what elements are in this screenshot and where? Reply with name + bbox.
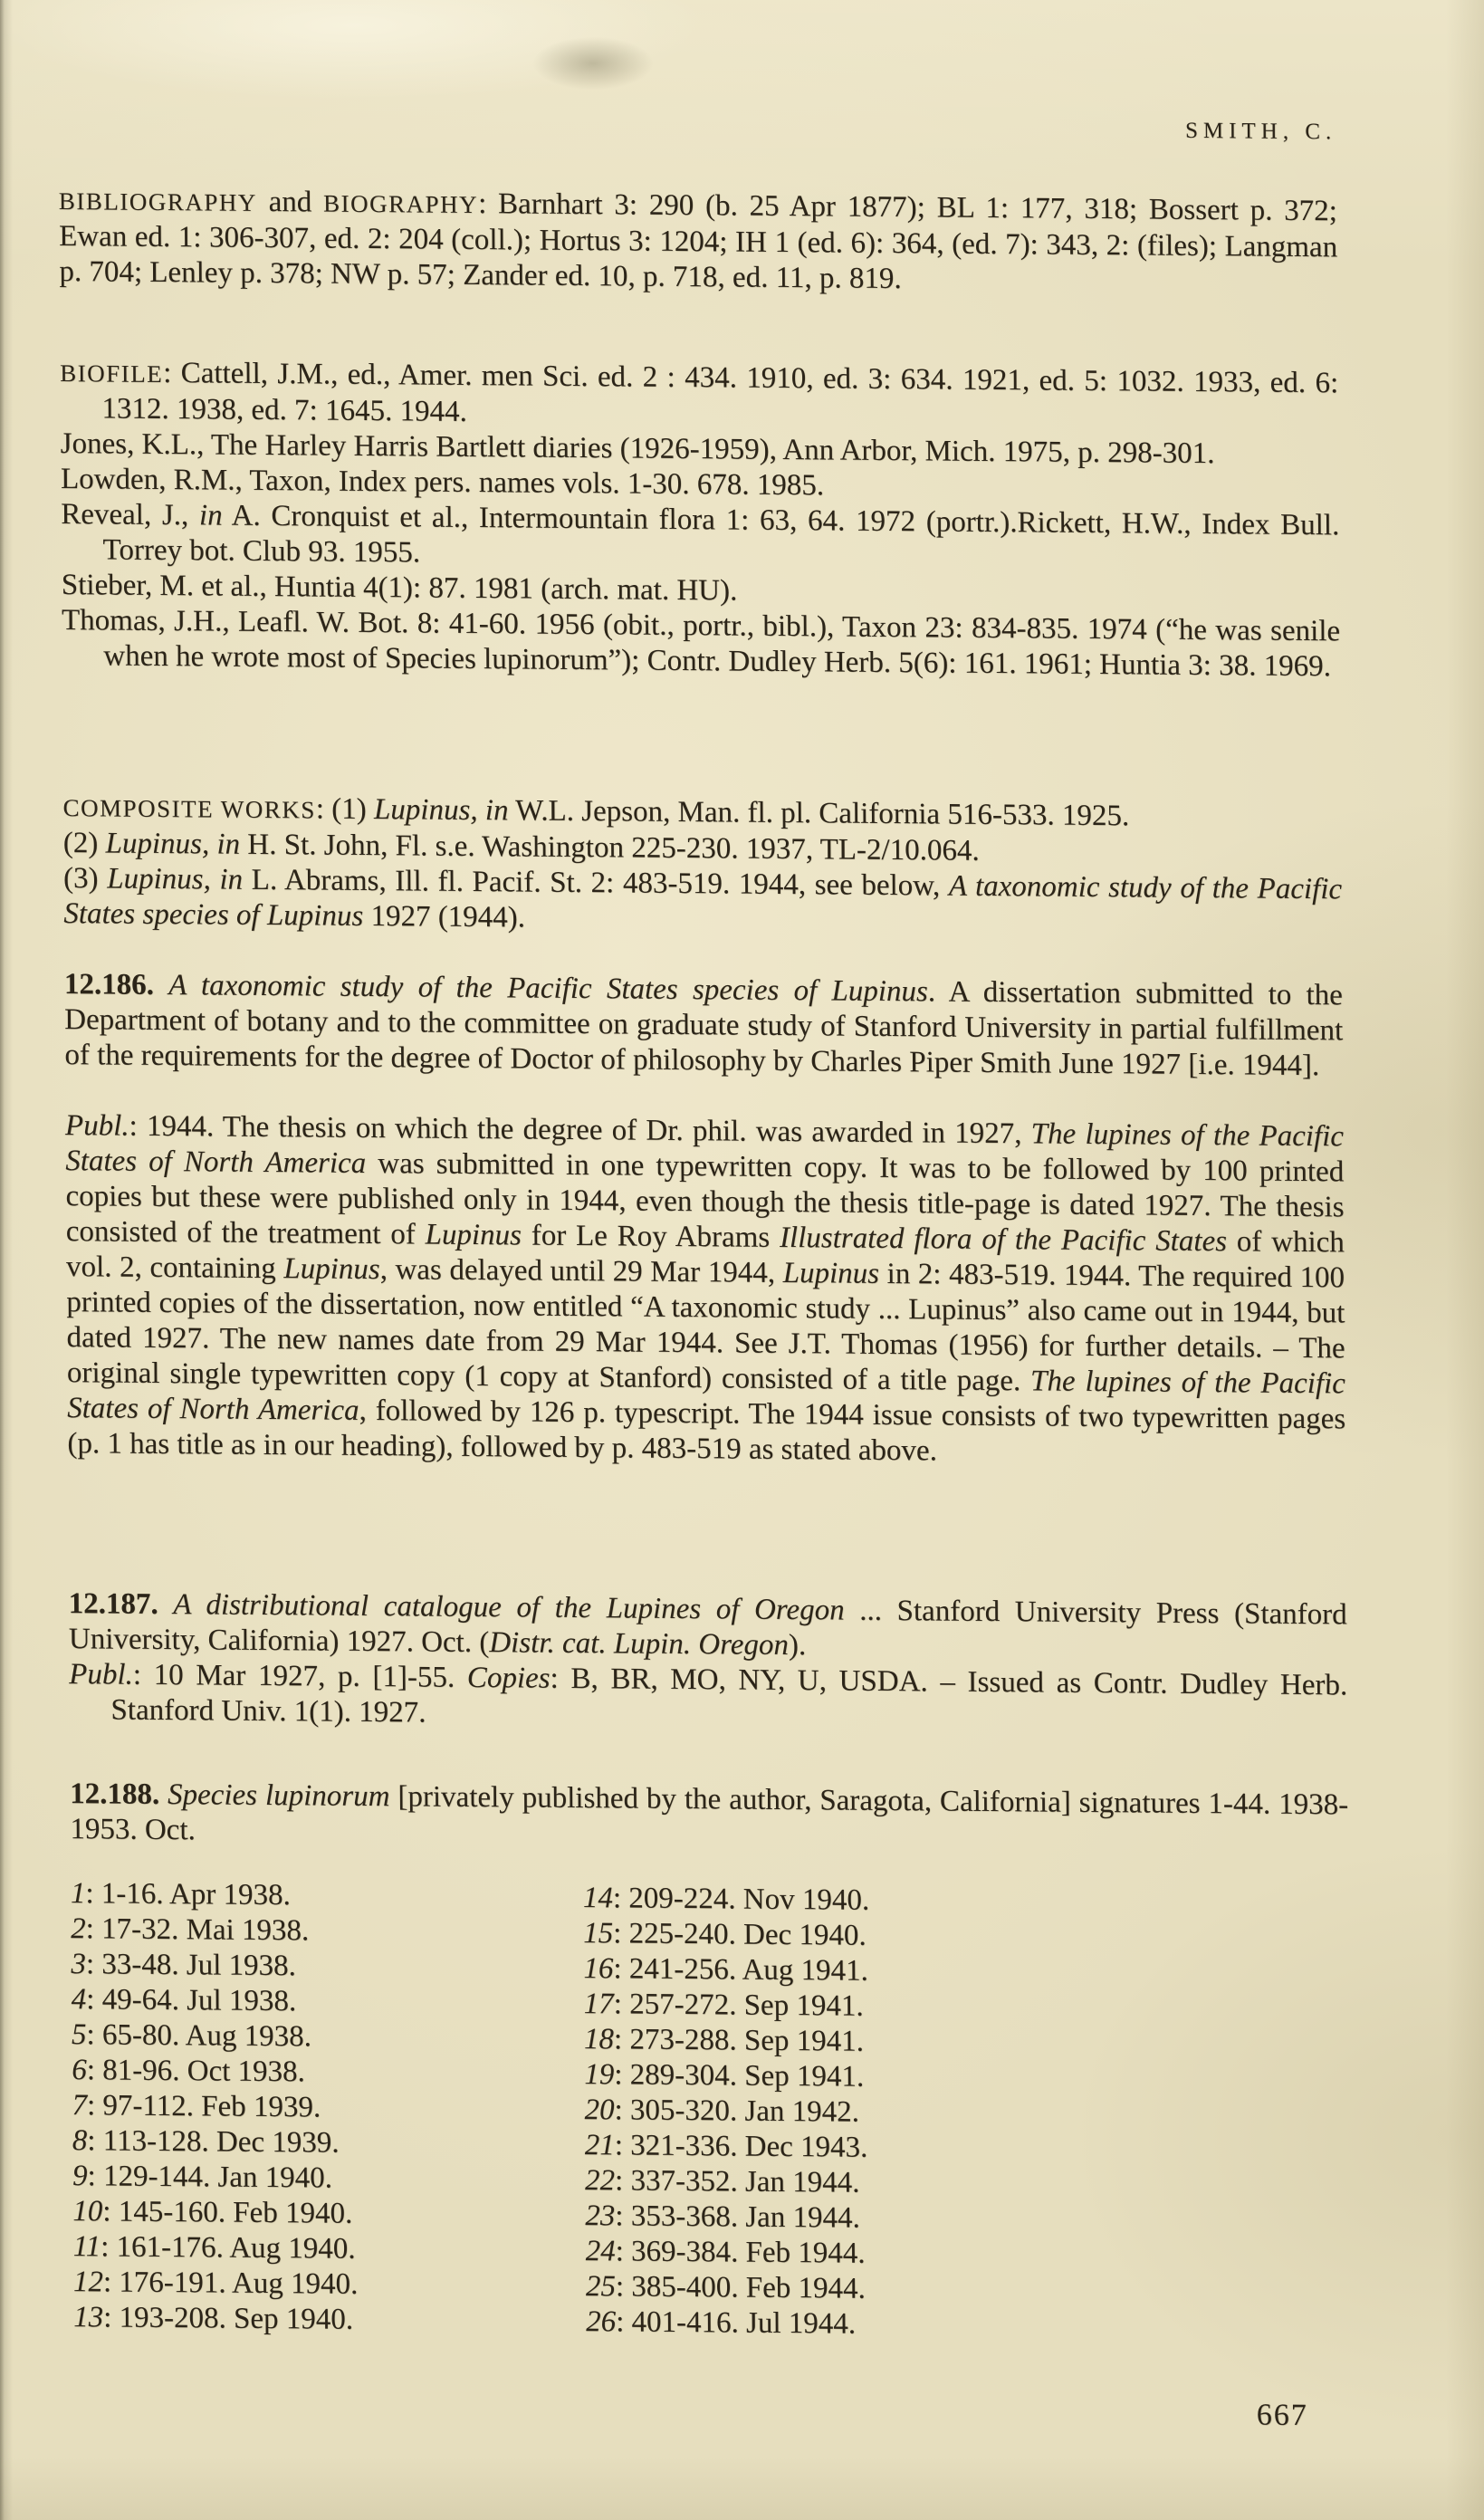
biofile-section [60, 355, 1340, 685]
entry-12-186-heading [64, 967, 1344, 1084]
text-run: Jones, K.L., The Harley Harris Bartlett diaries (1926-1959), Ann Arbor, Mich. 1975, p. 298-301. [60, 427, 1215, 471]
small-caps-label: BIOGRAPHY [322, 189, 479, 219]
signature-row [72, 2229, 579, 2269]
bibliography-paragraph [59, 183, 1338, 301]
italic-text: A distributional catalogue of the Lupines of Oregon [173, 1588, 845, 1627]
signature-number: 18 [583, 2023, 615, 2056]
signature-pages-date: : 385-400. Feb 1944. [615, 2270, 866, 2305]
text-run: in 2: 483-519. 1944. The required 100 printed copies of the dissertation, now entitled “A taxonomic study ... Lupinus” also came out in 1944, but dated 1927. The new names date from 29 Mar 1944. See J.T. Thomas (1956) for further details. – The original single typewritten copy (1 copy at Stanford) consisted of a title page. [66, 1257, 1345, 1398]
text-run [154, 969, 169, 1001]
signature-row [72, 2017, 579, 2057]
text-run: H. St. John, Fl. s.e. Washington 225-230. 1937, TL-2/10.064. [239, 828, 980, 867]
signature-pages-date: : 97-112. Feb 1939. [86, 2089, 321, 2124]
signature-row [584, 2093, 1091, 2132]
italic-text: Lupinus, in [107, 862, 244, 896]
text-run: : Cattell, J.M., ed., Amer. men Sci. ed. 2 : 434. 1910, ed. 3: 634. 1921, ed. 5: 1032. 1933, ed. 6: 1312. 1938, ed. 7: 1645. 1944. [101, 357, 1339, 428]
signature-row [585, 2234, 1092, 2274]
signature-row [583, 1881, 1090, 1921]
small-caps-label: COMPOSITE WORKS [62, 794, 316, 824]
signature-pages-date: : 33-48. Jul 1938. [85, 1948, 296, 1983]
text-run: Thomas, J.H., Leafl. W. Bot. 8: 41-60. 1956 (obit., portr., bibl.), Taxon 23: 834-835. 1974 (“he was senile when he wrote most of Species lupinorum”); Contr. Dudley Herb. 5(6): 161. 1961; Huntia 3: 38. 1969. [61, 604, 1341, 684]
signature-number: 1 [70, 1877, 86, 1911]
text-run: Stieber, M. et al., Huntia 4(1): 87. 1981 (arch. mat. HU). [61, 569, 738, 608]
text-run [159, 1778, 168, 1811]
text-run: : 1944. The thesis on which the degree of Dr. phil. was awarded in 1927, [129, 1109, 1031, 1151]
entry-12-186-publication-note [65, 1108, 1346, 1472]
text-run: : 10 Mar 1927, p. [1]-55. [132, 1658, 467, 1694]
italic-text: Lupinus, in [105, 827, 241, 861]
signature-number: 2 [71, 1912, 86, 1946]
entry-12-187-heading [69, 1586, 1348, 1668]
signature-number: 17 [583, 1988, 614, 2021]
text-run: A. Cronquist et al., Intermountain flora 1: 63, 64. 1972 (portr.).Rickett, H.W., Index Bull. Torrey bot. Club 93. 1955. [102, 499, 1340, 570]
signature-row [71, 1876, 578, 1916]
signature-row [71, 1912, 578, 1951]
italic-text: A taxonomic study of the Pacific States species of Lupinus [168, 969, 928, 1009]
entry-12-188-heading [70, 1777, 1349, 1858]
signature-pages-date: : 49-64. Jul 1938. [86, 1983, 297, 2018]
small-caps-label: BIOFILE [60, 359, 164, 388]
signature-number: 11 [72, 2230, 101, 2264]
italic-text: Publ. [69, 1658, 133, 1691]
signature-number: 3 [71, 1948, 87, 1981]
entry-12-187-publication-note [69, 1657, 1348, 1739]
signature-number: 20 [584, 2094, 615, 2127]
signature-number: 14 [582, 1882, 614, 1915]
signature-row [584, 2022, 1091, 2062]
italic-text: Lupinus, in [373, 793, 509, 828]
signatures-column-left [71, 1876, 581, 2340]
signature-number: 4 [71, 1983, 87, 2017]
italic-text: Copies [466, 1661, 551, 1695]
signature-pages-date: : 353-368. Jan 1944. [615, 2199, 860, 2235]
signature-row [72, 2123, 579, 2163]
signatures-column-right [583, 1881, 1094, 2344]
signature-row [72, 2159, 579, 2199]
text-run: was submitted in one typewritten copy. It was to be followed by 100 printed copies but these were published only in 1944, even though the thesis title-page is dated 1927. The thesis consisted of the treatment of [65, 1146, 1345, 1251]
italic-text: Illustrated flora of the Pacific States [779, 1221, 1228, 1259]
page-number: 667 [1256, 2398, 1308, 2433]
text-run: , followed by 126 p. typescript. The 1944 issue consists of two typewritten pages (p. 1 has title as in our heading), followed by p. 483-519 as stated above. [67, 1394, 1346, 1468]
text-run: : (1) [315, 792, 375, 827]
biofile-entry [61, 497, 1340, 579]
signature-pages-date: : 1-16. Apr 1938. [85, 1877, 291, 1912]
signature-pages-date: : 209-224. Nov 1940. [612, 1882, 870, 1917]
signature-number: 7 [72, 2089, 88, 2122]
signature-pages-date: : 273-288. Sep 1941. [613, 2023, 865, 2058]
signature-number: 24 [585, 2235, 616, 2268]
italic-text: Lupinus [283, 1252, 380, 1287]
text-run: : B, BR, MO, NY, U, USDA. – Issued as Contr. Dudley Herb. Stanford Univ. 1(1). 1927. [110, 1662, 1348, 1730]
entry-number: 12.186. [63, 968, 155, 1001]
text-run: ). [788, 1629, 807, 1662]
signature-pages-date: : 17-32. Mai 1938. [85, 1912, 310, 1948]
signature-pages-date: : 369-384. Feb 1944. [615, 2235, 866, 2270]
signatures-list [71, 1876, 1353, 2358]
italic-text: Distr. cat. Lupin. Oregon [489, 1626, 790, 1662]
composite-works-section [62, 790, 1342, 943]
signature-pages-date: : 305-320. Jan 1942. [614, 2094, 860, 2129]
signature-number: 25 [585, 2270, 617, 2304]
italic-text: The lupines of the Pacific States of North America [67, 1365, 1346, 1427]
text-run: Reveal, J., [61, 498, 200, 532]
signature-row [584, 2057, 1091, 2097]
signature-row [584, 1987, 1091, 2027]
signature-pages-date: : 145-160. Feb 1940. [102, 2195, 353, 2230]
signature-row [72, 2088, 579, 2128]
signature-row [72, 2053, 579, 2093]
text-run: W.L. Jepson, Man. fl. pl. California 516-533. 1925. [508, 794, 1130, 833]
biofile-entry [62, 603, 1341, 685]
text-run: , was delayed until 29 Mar 1944, [379, 1253, 783, 1289]
italic-text: Publ. [64, 1109, 129, 1143]
text-run: 1927 (1944). [363, 899, 526, 934]
signature-pages-date: : 257-272. Sep 1941. [613, 1988, 864, 2023]
small-caps-label: BIBLIOGRAPHY [58, 187, 257, 216]
signature-row [586, 2269, 1093, 2309]
biofile-entry [60, 355, 1339, 437]
signature-number: 13 [73, 2301, 104, 2334]
signature-pages-date: : 225-240. Dec 1940. [613, 1917, 866, 1952]
italic-text: Lupinus [782, 1256, 880, 1290]
signature-number: 22 [584, 2164, 616, 2198]
signature-number: 9 [72, 2160, 88, 2193]
signature-pages-date: : 161-176. Aug 1940. [101, 2230, 356, 2266]
signature-row [586, 2304, 1093, 2344]
signature-number: 12 [72, 2266, 104, 2299]
signature-row [583, 1916, 1090, 1956]
text-run: and [256, 185, 324, 219]
signature-row [72, 2194, 579, 2234]
signature-row [72, 1982, 579, 2022]
signature-pages-date: : 113-128. Dec 1939. [87, 2124, 340, 2160]
italic-text: Species lupinorum [167, 1778, 390, 1814]
composite-work-paragraph [63, 861, 1343, 943]
signature-row [583, 1951, 1090, 1991]
signature-pages-date: : 401-416. Jul 1944. [616, 2305, 857, 2341]
text-run: for Le Roy Abrams [521, 1219, 780, 1254]
signature-number: 5 [71, 2018, 87, 2052]
text-run: . A dissertation submitted to the Department of botany and to the committee on graduate study of Stanford University in partial fulfillment of the requirements for the degree of Doctor of philosophy by Charles Piper Smith June 1927 [i.e. 1944]. [64, 975, 1344, 1083]
signature-number: 21 [584, 2129, 615, 2162]
signature-pages-date: : 337-352. Jan 1944. [614, 2164, 860, 2199]
text-run: (2) [62, 827, 106, 860]
signature-row [585, 2163, 1092, 2203]
signature-pages-date: : 289-304. Sep 1941. [614, 2058, 865, 2094]
entry-number: 12.188. [70, 1777, 160, 1811]
signature-number: 8 [72, 2124, 88, 2158]
signature-number: 19 [584, 2058, 615, 2092]
italic-text: Lupinus [425, 1218, 522, 1252]
signature-number: 26 [586, 2305, 617, 2339]
signature-pages-date: : 129-144. Jan 1940. [87, 2160, 333, 2195]
signature-number: 15 [583, 1917, 614, 1950]
italic-text: in [198, 499, 223, 532]
italic-text: The lupines of the Pacific States of North America [65, 1117, 1345, 1180]
text-run: ... Stanford University Press (Stanford University, California) 1927. Oct. ( [68, 1594, 1347, 1660]
signature-pages-date: : 193-208. Sep 1940. [103, 2301, 354, 2336]
signature-number: 23 [585, 2199, 616, 2233]
signature-number: 6 [72, 2054, 87, 2087]
text-run [158, 1588, 174, 1621]
page-content [58, 91, 1354, 2501]
signature-row [585, 2128, 1092, 2168]
signature-number: 10 [72, 2195, 103, 2228]
entry-number: 12.187. [68, 1587, 158, 1621]
signature-pages-date: : 241-256. Aug 1941. [613, 1952, 868, 1988]
italic-text: A taxonomic study of the Pacific States species of Lupinus [63, 869, 1343, 933]
text-run: (3) [62, 862, 108, 896]
text-run: [privately published by the author, Saragota, California] signatures 1-44. 1938-1953. Oct. [70, 1780, 1349, 1847]
signature-row [73, 2265, 580, 2304]
text-run: : Barnhart 3: 290 (b. 25 Apr 1877); BL 1: 177, 318; Bossert p. 372; Ewan ed. 1: 306-307, ed. 2: 204 (coll.); Hortus 3: 1204; IH 1 (ed. 6): 364, (ed. 7): 343, 2: (files); Langman p. 704; Lenley p. 378; NW p. 57; Zander ed. 10, p. 718, ed. 11, p. 819. [58, 187, 1338, 296]
signature-pages-date: : 176-191. Aug 1940. [102, 2266, 359, 2301]
text-run: of which vol. 2, containing [65, 1225, 1345, 1286]
signature-row [71, 1947, 578, 1987]
text-run: L. Abrams, Ill. fl. Pacif. St. 2: 483-519. 1944, see below, [242, 863, 949, 903]
signature-pages-date: : 81-96. Oct 1938. [86, 2054, 305, 2089]
text-run: Lowden, R.M., Taxon, Index pers. names vols. 1-30. 678. 1985. [60, 463, 825, 503]
signature-pages-date: : 65-80. Aug 1938. [86, 2018, 312, 2054]
signature-row [585, 2199, 1092, 2238]
signature-number: 16 [583, 1952, 614, 1986]
signature-row [73, 2300, 580, 2340]
running-head: SMITH, C. [1184, 118, 1337, 145]
signature-pages-date: : 321-336. Dec 1943. [614, 2129, 868, 2164]
